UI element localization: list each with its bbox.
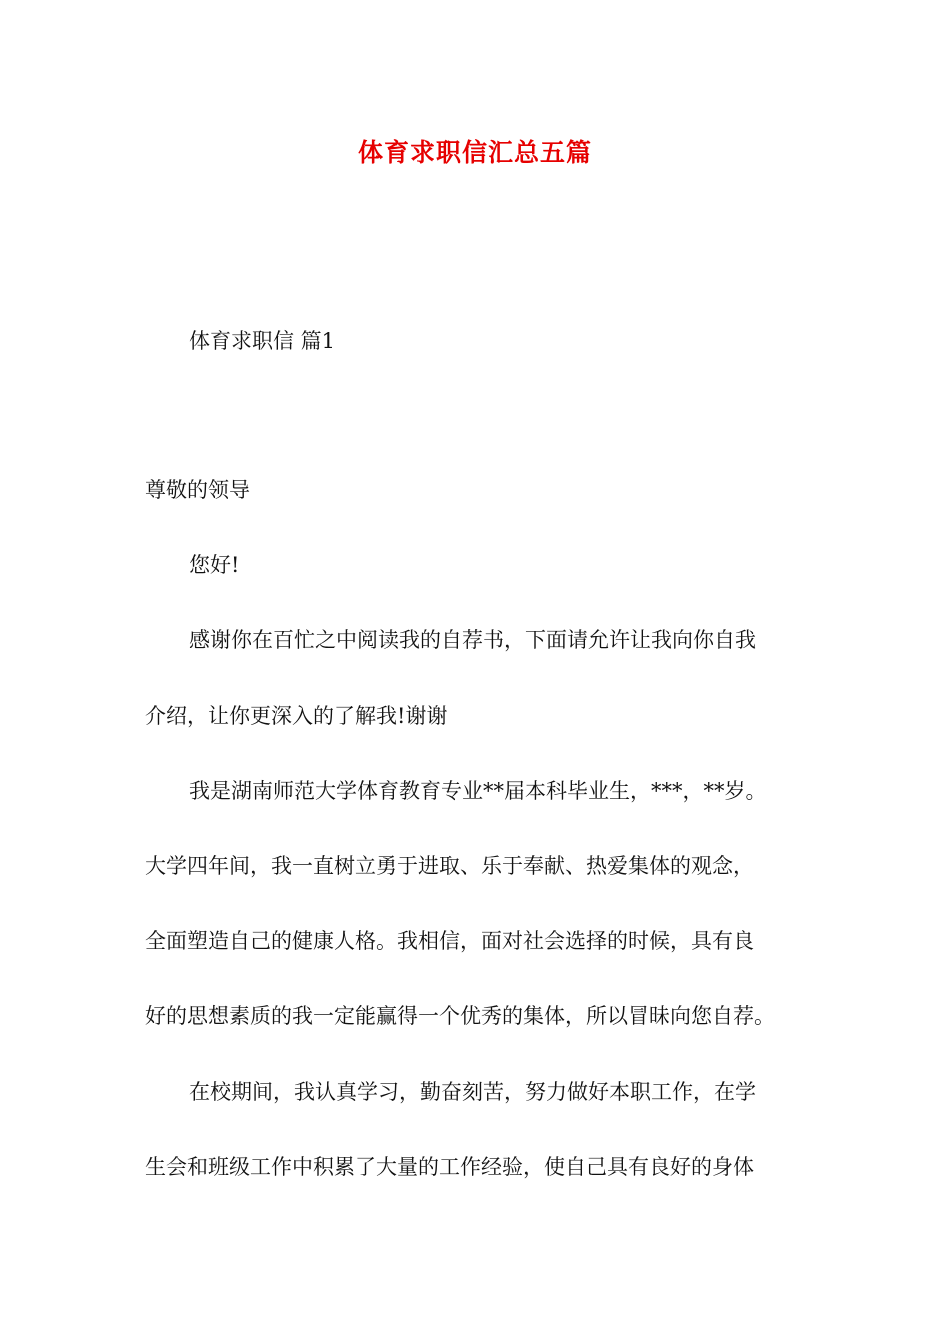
- paragraph-line: 我是湖南师范大学体育教育专业**届本科毕业生，***，**岁。: [189, 779, 767, 803]
- paragraph-line: 介绍，让你更深入的了解我!谢谢: [145, 704, 448, 728]
- paragraph-line: 生会和班级工作中积累了大量的工作经验，使自己具有良好的身体: [145, 1155, 754, 1179]
- paragraph-line: 大学四年间，我一直树立勇于进取、乐于奉献、热爱集体的观念，: [145, 854, 754, 878]
- greeting-line: 您好!: [189, 553, 240, 577]
- paragraph-line: 全面塑造自己的健康人格。我相信，面对社会选择的时候，具有良: [145, 929, 754, 953]
- paragraph-line: 在校期间，我认真学习，勤奋刻苦，努力做好本职工作，在学: [189, 1080, 756, 1104]
- document-title: 体育求职信汇总五篇: [357, 138, 592, 167]
- paragraph-line: 感谢你在百忙之中阅读我的自荐书，下面请允许让我向你自我: [189, 628, 756, 652]
- salutation-line: 尊敬的领导: [145, 478, 250, 502]
- paragraph-line: 好的思想素质的我一定能赢得一个优秀的集体，所以冒昧向您自荐。: [145, 1004, 775, 1028]
- section-heading: 体育求职信 篇1: [189, 329, 336, 353]
